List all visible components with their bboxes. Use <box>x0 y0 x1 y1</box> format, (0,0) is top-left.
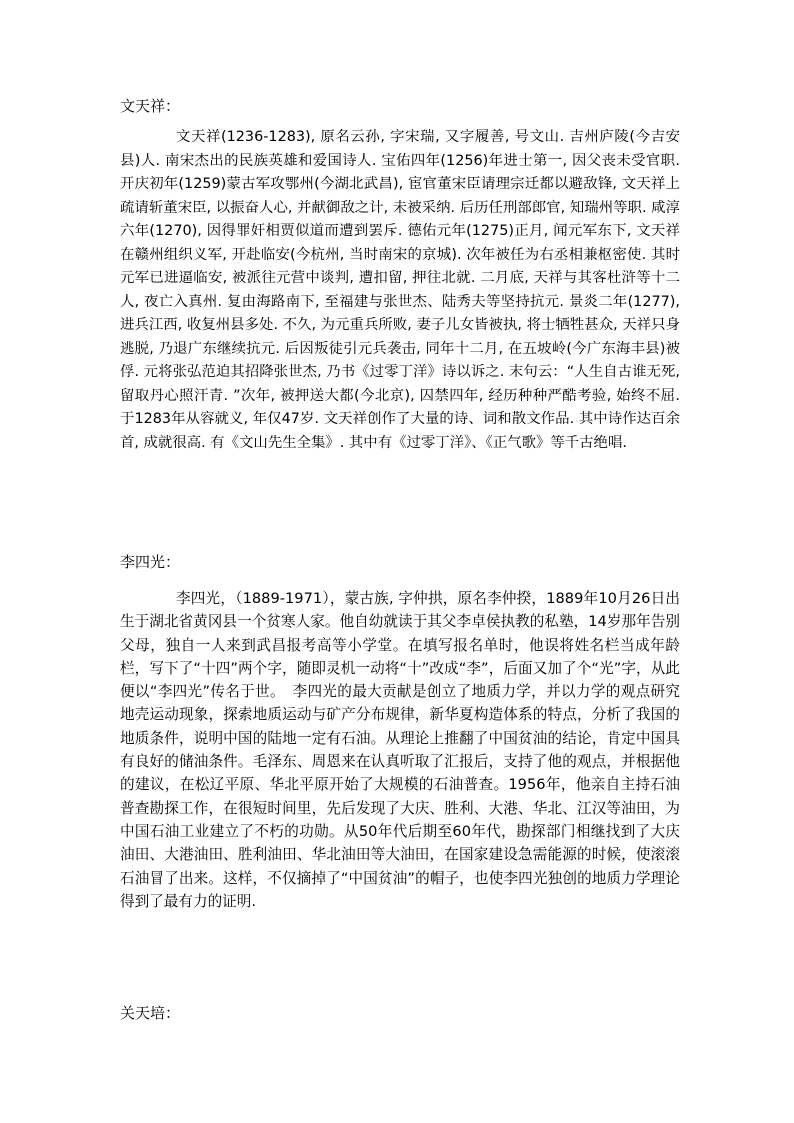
section-heading-wen-tianxiang: 文天祥： <box>120 97 181 115</box>
section-body-li-siguang: 李四光，（1889-1971），蒙古族, 字仲拱，原名李仲揆，1889年10月26日出生于湖北省黄冈县一个贫寒人家。他自幼就读于其父李卓侯执教的私塾，14岁那年告别父母，独自一人来到武昌报考高等小学堂。在填写报名单时，他误将姓名栏当成年龄栏，写下了“十四”两个字，随即灵机一动将“十”改成“李”，后面又加了个“光”字，从此便以“李四光”传名于世。 李四光的最大贡献是创立了地质力学，并以力学的观点研究地壳运动现象，探索地质运动与矿产分布规律，新华夏构造体系的特点，分析了我国的地质条件，说明中国的陆地一定有石油。从理论上推翻了中国贫油的结论，肯定中国具有良好的储油条件。毛泽东、周恩来在认真听取了汇报后，支持了他的观点，并根据他的建议，在松辽平原、华北平原开始了大规模的石油普查。1956年，他亲自主持石油普查勘探工作，在很短时间里，先后发现了大庆、胜利、大港、华北、江汉等油田，为中国石油工业建立了不朽的功勋。从50年代后期至60年代，勘探部门相继找到了大庆油田、大港油田、胜利油田、华北油田等大油田，在国家建设急需能源的时候，使滚滚石油冒了出来。这样，不仅摘掉了“中国贫油”的帽子，也使李四光独创的地质力学理论得到了最有力的证明. <box>120 590 680 910</box>
section-heading-guan-tianpei: 关天培： <box>120 1004 181 1022</box>
section-heading-li-siguang: 李四光： <box>120 553 181 571</box>
section-body-wen-tianxiang: 文天祥(1236-1283), 原名云孙, 字宋瑞, 又字履善, 号文山. 吉州庐陵(今吉安县)人. 南宋杰出的民族英雄和爱国诗人. 宝佑四年(1256)年进士第一, 因父丧未受官职. 开庆初年(1259)蒙古军攻鄂州(今湖北武昌), 宦官董宋臣请理宗迁都以避敌锋, 文天祥上疏请斩董宋臣, 以振奋人心, 并献御敌之计, 未被采纳. 后历任刑部郎官, 知瑞州等职. 咸淳六年(1270), 因得罪奸相贾似道而遭到罢斥. 德佑元年(1275)正月, 闻元军东下, 文天祥在赣州组织义军, 开赴临安(今杭州, 当时南宋的京城). 次年被任为右丞相兼枢密使. 其时元军已进逼临安, 被派往元营中谈判, 遭扣留, 押往北就. 二月底, 天祥与其客杜浒等十二人, 夜亡入真州. 复由海路南下, 至福建与张世杰、陆秀夫等坚持抗元. 景炎二年(1277), 进兵江西, 收复州县多处. 不久, 为元重兵所败, 妻子儿女皆被执, 将士牺牲甚众, 天祥只身逃脱, 乃退广东继续抗元. 后因叛徒引元兵袭击, 同年十二月, 在五坡岭(今广东海丰县)被俘. 元将张弘范迫其招降张世杰, 乃书《过零丁洋》诗以诉之. 末句云：“人生自古谁无死, 留取丹心照汗青. ”次年, 被押送大都(今北京), 囚禁四年, 经历种种严酷考验, 始终不屈. 于1283年从容就义, 年仅47岁. 文天祥创作了大量的诗、词和散文作品. 其中诗作达百余首, 成就很高. 有《文山先生全集》. 其中有《过零丁洋》、《正气歌》等千古绝唱. <box>120 129 680 451</box>
